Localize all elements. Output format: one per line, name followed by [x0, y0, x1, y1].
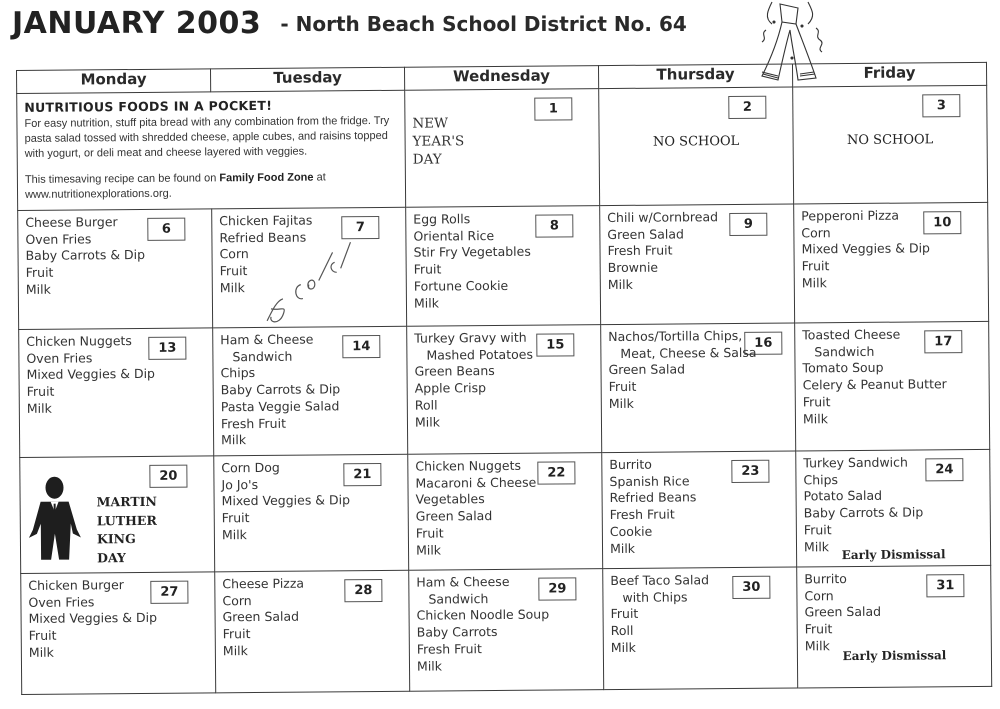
menu-item: Oriental Rice [413, 227, 495, 244]
menu-item: Celery & Peanut Butter [802, 376, 947, 393]
early-dismissal-note: Early Dismissal [842, 648, 947, 664]
menu-item: Fruit [222, 626, 251, 642]
menu-item: Chicken Nuggets [415, 457, 522, 474]
menu-item: Fruit [28, 627, 57, 644]
menu-item: Fruit [801, 258, 830, 274]
menu-item: Toasted Cheese [802, 326, 901, 343]
menu-item: Fruit [221, 510, 250, 526]
menu-list [28, 577, 157, 662]
menu-item: Milk [802, 410, 828, 426]
day-cell-23 [602, 451, 797, 569]
menu-item: Milk [608, 395, 634, 411]
menu-item: Burrito [609, 456, 652, 473]
menu-item: Egg Rolls [413, 211, 471, 227]
menu-item: Ham & Cheese [416, 573, 510, 590]
menu-item: Fresh Fruit [220, 415, 286, 431]
day-number: 16 [744, 332, 782, 355]
menu-item: Baby Carrots & Dip [220, 381, 341, 398]
menu-item: Milk [413, 294, 440, 311]
menu-item: Sandwich [232, 348, 293, 364]
menu-item: Fruit [25, 264, 54, 281]
menu-item: Chips [803, 471, 839, 488]
menu-item: Stir Fry Vegetables [413, 244, 531, 261]
holiday-line: NEW [412, 115, 449, 132]
day-cell-8 [406, 206, 601, 327]
tip-source-prefix: This timesaving recipe can be found on [24, 172, 220, 186]
menu-list [414, 330, 533, 431]
weekday-monday: Monday [17, 69, 211, 94]
menu-item: Potato Salad [803, 488, 883, 504]
day-number: 21 [343, 463, 381, 486]
menu-item: Baby Carrots & Dip [803, 504, 924, 521]
menu-item: Tomato Soup [802, 360, 884, 376]
tip-source [25, 170, 399, 203]
day-cell-30 [603, 567, 798, 690]
menu-item: Corn [801, 224, 831, 241]
weekday-wednesday: Wednesday [404, 66, 598, 91]
menu-item: Roll [610, 622, 634, 639]
menu-item: Cookie [609, 523, 653, 539]
menu-item: Cheese Burger [25, 214, 118, 230]
menu-item: Milk [416, 657, 443, 674]
menu-item: Oven Fries [26, 350, 93, 366]
tip-source-site: Family Food Zone [219, 171, 314, 185]
menu-list [803, 454, 923, 555]
day-number: 6 [147, 218, 185, 241]
menu-item: Apple Crisp [414, 380, 487, 396]
day-cell-15 [407, 325, 602, 455]
week-row-4 [20, 449, 991, 573]
holiday-line: DAY [97, 549, 126, 565]
menu-item: Milk [804, 638, 830, 654]
menu-item: Corn Dog [221, 459, 280, 476]
menu-item: Turkey Sandwich [803, 454, 908, 471]
menu-item: Mixed Veggies & Dip [28, 610, 158, 627]
menu-item: Fresh Fruit [609, 506, 675, 523]
holiday-line: MARTIN [96, 493, 157, 510]
menu-item: Milk [415, 541, 442, 558]
menu-list [222, 576, 304, 660]
menu-item: Baby Carrots [416, 624, 498, 640]
day-number: 17 [924, 330, 962, 353]
no-school-label: NO SCHOOL [846, 132, 934, 149]
day-number: 23 [731, 460, 769, 483]
menu-item: Milk [610, 639, 636, 655]
menu-item: Milk [221, 526, 247, 543]
menu-list [415, 458, 537, 559]
day-number: 2 [728, 96, 766, 119]
month-title: JANUARY 2003 [12, 6, 262, 41]
menu-item: Milk [607, 276, 633, 292]
day-number: 13 [148, 337, 186, 360]
menu-item: Green Salad [415, 508, 493, 524]
day-cell-6 [18, 209, 213, 330]
menu-list [26, 333, 155, 418]
day-number: 29 [538, 577, 576, 600]
week-row-2 [18, 202, 989, 329]
holiday-label [412, 114, 464, 168]
menu-item: Chili w/Cornbread [607, 209, 719, 226]
day-cell-3 [793, 85, 988, 204]
menu-item: Refried Beans [219, 229, 307, 246]
menu-item: Roll [414, 397, 438, 413]
menu-item: Milk [801, 275, 827, 291]
holiday-line: KING [96, 531, 136, 547]
menu-item: Chicken Burger [28, 577, 124, 593]
menu-item: Cheese Pizza [222, 575, 305, 592]
day-cell-13 [19, 328, 214, 458]
menu-list [609, 456, 697, 557]
page-header [12, 6, 687, 41]
tip-title: NUTRITIOUS FOODS IN A POCKET! [24, 97, 273, 115]
weekday-thursday: Thursday [598, 64, 792, 89]
menu-item: Fresh Fruit [416, 640, 482, 657]
menu-item: Baby Carrots & Dip [25, 247, 146, 264]
menu-item: Sandwich [814, 343, 875, 360]
menu-item: Macaroni & Cheese [415, 474, 537, 491]
menu-item: Milk [28, 644, 54, 660]
day-cell-22 [408, 453, 603, 571]
day-number: 8 [535, 214, 573, 237]
day-cell-14 [213, 326, 408, 456]
menu-item: Fresh Fruit [607, 242, 673, 259]
early-dismissal-note: Early Dismissal [841, 547, 946, 563]
menu-item: Fortune Cookie [413, 277, 509, 294]
menu-list [25, 214, 145, 299]
weekday-tuesday: Tuesday [210, 67, 404, 92]
menu-list [802, 326, 947, 427]
day-number: 20 [149, 465, 187, 488]
man-in-suit-icon [26, 475, 83, 565]
day-cell-1 [405, 89, 600, 208]
menu-item: with Chips [622, 589, 688, 605]
menu-item: Corn [222, 592, 252, 608]
menu-item: Corn [804, 587, 834, 604]
menu-item: Fruit [802, 394, 831, 410]
menu-item: Oven Fries [25, 231, 92, 247]
menu-item: Ham & Cheese [220, 331, 314, 348]
menu-item: Nachos/Tortilla Chips, [608, 327, 743, 345]
day-number: 22 [537, 461, 575, 484]
menu-item: Fruit [413, 261, 442, 277]
day-cell-7 [212, 207, 407, 328]
day-cell-10 [794, 202, 989, 323]
menu-item: Chicken Fajitas [219, 212, 313, 229]
day-number: 3 [922, 94, 960, 117]
menu-item: Milk [221, 432, 247, 448]
menu-item: Milk [222, 642, 248, 659]
holiday-line: DAY [412, 151, 442, 168]
day-cell-29 [409, 569, 604, 692]
menu-item: Burrito [804, 571, 847, 587]
menu-item: Refried Beans [609, 489, 697, 506]
menu-item: Jo Jo's [221, 476, 259, 492]
day-cell-21 [214, 454, 409, 572]
tip-source-url: at www.nutritionexplorations.org. [24, 171, 326, 201]
menu-list [610, 572, 709, 656]
day-number: 24 [925, 458, 963, 481]
day-cell-28 [215, 570, 410, 693]
week-row-5 [21, 565, 992, 694]
day-number: 14 [342, 335, 380, 358]
day-number: 28 [344, 579, 382, 602]
tip-body: For easy nutrition, stuff pita bread with any combination from the fridge. Try pasta salad tossed with shredded cheese, apple cubes, and raisins topped with yogurt, or deli meat and cheese layered with veggies. [24, 114, 390, 160]
menu-item: Fruit [803, 521, 832, 538]
menu-item: Vegetables [415, 491, 485, 508]
menu-item: Fruit [610, 606, 639, 622]
holiday-line: YEAR'S [412, 133, 465, 150]
menu-item: Corn [219, 246, 249, 262]
menu-list [801, 207, 930, 292]
menu-list [416, 574, 549, 675]
menu-item: Fruit [26, 383, 55, 400]
day-cell-17 [795, 321, 990, 451]
menu-item: Beef Taco Salad [610, 572, 710, 589]
day-number: 30 [732, 576, 770, 599]
menu-list [219, 213, 313, 297]
menu-list [413, 211, 531, 312]
day-number: 10 [923, 211, 961, 234]
menu-item: Brownie [607, 259, 659, 276]
menu-item: Fruit [608, 378, 637, 395]
menu-item: Chicken Noodle Soup [416, 606, 550, 624]
menu-item: Turkey Gravy with [414, 329, 527, 346]
menu-item: Milk [414, 413, 441, 430]
day-cell-2 [599, 87, 794, 206]
menu-item: Mixed Veggies & Dip [801, 240, 931, 257]
menu-list [804, 571, 881, 655]
day-number: 9 [729, 213, 767, 236]
day-cell-9 [600, 204, 795, 325]
menu-item: Green Salad [607, 226, 684, 242]
menu-item: Meat, Cheese & Salsa [620, 344, 757, 361]
week-row-3 [19, 321, 990, 457]
menu-item: Green Salad [222, 609, 300, 625]
day-number: 1 [534, 97, 572, 120]
day-number: 7 [341, 216, 379, 239]
menu-item: Mixed Veggies & Dip [26, 366, 156, 383]
menu-list [608, 328, 757, 413]
menu-item: Fruit [804, 621, 833, 637]
menu-item: Green Salad [804, 604, 882, 620]
day-cell-24 [796, 449, 991, 567]
menu-item: Oven Fries [28, 594, 95, 610]
menu-item: Green Salad [608, 361, 686, 378]
menu-item: Chicken Nuggets [26, 333, 132, 349]
menu-item: Fruit [415, 525, 444, 541]
menu-item: Pepperoni Pizza [801, 207, 900, 224]
holiday-line: LUTHER [96, 512, 157, 528]
menu-item: Sandwich [428, 590, 489, 607]
menu-list [607, 209, 718, 293]
menu-list [220, 331, 340, 449]
day-number: 31 [926, 574, 964, 597]
menu-item: Mixed Veggies & Dip [221, 492, 351, 509]
menu-item: Milk [609, 540, 636, 556]
district-name: - North Beach School District No. 64 [280, 11, 687, 36]
day-number: 15 [536, 333, 574, 356]
menu-item: Green Beans [414, 363, 495, 380]
holiday-label [97, 493, 158, 568]
day-cell-27 [21, 572, 216, 695]
week-row-1 [17, 85, 988, 210]
menu-list [221, 459, 350, 544]
menu-item: Milk [25, 281, 51, 297]
weekday-friday: Friday [792, 62, 986, 87]
menu-item: Milk [803, 538, 830, 554]
no-school-label: NO SCHOOL [652, 133, 740, 150]
menu-item: Mashed Potatoes [426, 346, 533, 363]
day-cell-20 [20, 456, 215, 574]
day-cell-31 [797, 565, 992, 688]
lunch-calendar [16, 62, 992, 695]
menu-item: Fruit [219, 263, 248, 279]
day-number: 27 [150, 581, 188, 604]
menu-item: Milk [26, 400, 52, 416]
menu-item: Chips [220, 365, 256, 381]
menu-item: Milk [219, 279, 245, 296]
day-cell-16 [601, 323, 796, 453]
menu-item: Pasta Veggie Salad [220, 398, 340, 415]
nutrition-tip-box [17, 90, 406, 210]
menu-item: Spanish Rice [609, 473, 690, 489]
